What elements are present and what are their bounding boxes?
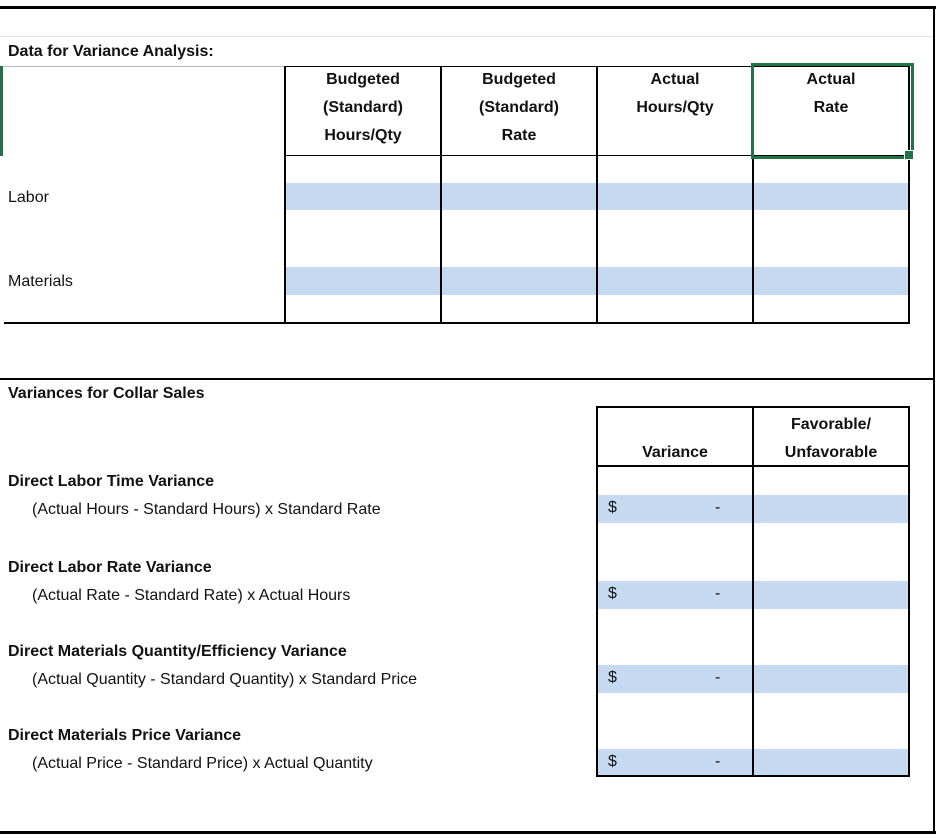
right-border <box>933 6 935 834</box>
row-label-materials: Materials <box>8 273 73 290</box>
variance-value: - <box>715 499 721 516</box>
favorable-cell[interactable] <box>754 749 908 775</box>
variance-value-cell[interactable] <box>598 665 752 693</box>
labor-actual-rate-cell[interactable] <box>754 183 908 210</box>
variance-value: - <box>715 669 721 686</box>
fill-handle[interactable] <box>904 150 914 160</box>
variance-formula: (Actual Quantity - Standard Quantity) x Standard Price <box>32 671 418 688</box>
currency-symbol: $ <box>608 753 617 770</box>
favorable-cell[interactable] <box>754 665 908 693</box>
favorable-cell[interactable] <box>754 495 908 523</box>
row-label-labor: Labor <box>8 189 49 206</box>
gridline <box>0 36 933 37</box>
variance-name: Direct Labor Rate Variance <box>8 559 212 576</box>
variance-name: Direct Materials Quantity/Efficiency Variance <box>8 643 347 660</box>
currency-symbol: $ <box>608 669 617 686</box>
section2-top-line <box>0 378 933 380</box>
variance-value-cell[interactable] <box>598 581 752 609</box>
materials-budgeted-rate-cell[interactable] <box>442 267 596 295</box>
section1-left-line <box>3 66 285 67</box>
variance-value: - <box>715 585 721 602</box>
materials-actual-rate-cell[interactable] <box>754 267 908 295</box>
selected-cell[interactable] <box>751 63 914 159</box>
materials-budgeted-qty-cell[interactable] <box>286 267 440 295</box>
variance-formula: (Actual Price - Standard Price) x Actual Quantity <box>32 755 373 772</box>
materials-actual-qty-cell[interactable] <box>598 267 752 295</box>
currency-symbol: $ <box>608 585 617 602</box>
variance-value-cell[interactable] <box>598 495 752 523</box>
col-header-actual-rate[interactable]: Actual Rate <box>806 71 856 116</box>
top-border <box>0 6 936 9</box>
variance-formula: (Actual Hours - Standard Hours) x Standard Rate <box>32 501 381 518</box>
variance-name: Direct Materials Price Variance <box>8 727 242 744</box>
variance-name: Direct Labor Time Variance <box>8 473 215 490</box>
labor-actual-hours-cell[interactable] <box>598 183 752 210</box>
favorable-cell[interactable] <box>754 581 908 609</box>
variance-col-divider <box>908 406 910 777</box>
col-header-favorable: Favorable/ Unfavorable <box>784 416 878 461</box>
labor-budgeted-hours-cell[interactable] <box>286 183 440 210</box>
col-header-variance: Variance <box>642 444 708 461</box>
variance-value-cell[interactable] <box>598 749 752 775</box>
bottom-border <box>0 831 936 834</box>
section2-title: Variances for Collar Sales <box>8 385 205 402</box>
labor-budgeted-rate-cell[interactable] <box>442 183 596 210</box>
section1-title: Data for Variance Analysis: <box>8 43 214 60</box>
section1-bottom-line <box>4 322 910 324</box>
col-header-budgeted-hours: Budgeted (Standard) Hours/Qty <box>323 71 403 144</box>
variance-formula: (Actual Rate - Standard Rate) x Actual Hours <box>32 587 351 604</box>
col-header-actual-hours: Actual Hours/Qty <box>636 71 714 116</box>
col-header-budgeted-rate: Budgeted (Standard) Rate <box>479 71 559 144</box>
currency-symbol: $ <box>608 499 617 516</box>
row-header-highlight <box>0 66 3 156</box>
variance-value: - <box>715 753 721 770</box>
